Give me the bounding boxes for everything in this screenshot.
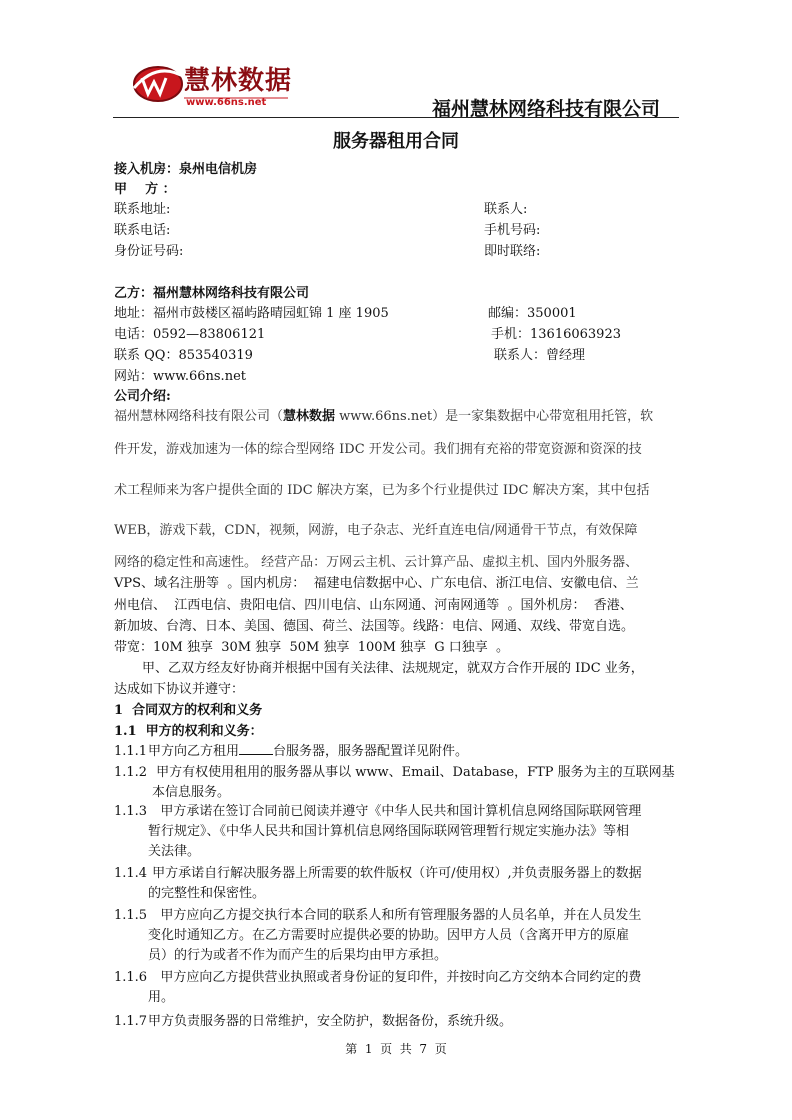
clause-text (148, 864, 684, 904)
clause-text (152, 763, 688, 803)
document-title: 服务器租用合同 (333, 131, 459, 152)
logo-url-text: www.66ns.net (186, 97, 267, 108)
clause-line: 甲方负责服务器的日常维护，安全防护，数据备份，系统升级。 (148, 1014, 513, 1029)
intro-line-1-a: 福州慧林网络科技有限公司（ (114, 409, 284, 424)
section-1-1-heading: 1.1 甲方的权利和义务： (114, 724, 263, 739)
blank-underline (239, 742, 273, 755)
party-b-website: 网站：www.66ns.net (114, 369, 246, 384)
party-a-id-label: 身份证号码: (114, 244, 184, 259)
clause-1-1-2 (114, 763, 684, 807)
clause-number: 1.1.2 (114, 765, 148, 780)
clause-line: 本信息服务。 (152, 785, 231, 800)
clause-line: 甲方承诺在签订合同前已阅读并遵守《中华人民共和国计算机信息网络国际联网管理 (148, 804, 642, 819)
party-b-qq: 联系 QQ：853540319 (114, 348, 253, 363)
party-b-address: 地址：福州市鼓楼区福屿路晴园虹锦 1 座 1905 (114, 306, 389, 321)
clause-1-1-3 (114, 802, 684, 864)
intro-line-6: VPS、域名注册等 。国内机房： 福建电信数据中心、广东电信、浙江电信、安徽电信、兰 (114, 576, 639, 591)
party-b-contact: 联系人：曾经理 (494, 348, 586, 363)
intro-line-3: 术工程师来为客户提供全面的 IDC 解决方案，已为多个行业提供过 IDC 解决方案，其中包括 (114, 483, 650, 498)
intro-line-1-b: www.66ns.net）是一家集数据中心带宽租用托管，软 (335, 409, 654, 424)
clause-number: 1.1.5 (114, 908, 148, 923)
party-b-heading (114, 284, 309, 304)
party-a-heading: 甲 方 ： (114, 182, 176, 197)
intro-brand: 慧林数据 (283, 409, 336, 424)
intro-line-2: 件开发，游戏加速为一体的综合型网络 IDC 开发公司。我们拥有充裕的带宽资源和资深的技 (114, 442, 642, 457)
intro-line-8: 新加坡、台湾、日本、美国、德国、荷兰、法国等。线路：电信、网通、双线、带宽自选。 (114, 619, 635, 634)
party-a-contact-label: 联系人: (484, 202, 528, 217)
party-b-postcode: 邮编：350001 (488, 306, 577, 321)
clause-1-1-6 (114, 968, 684, 1010)
clause-line: 用。 (148, 990, 175, 1005)
intro-line-1 (114, 407, 653, 427)
header-company-name: 福州慧林网络科技有限公司 (432, 98, 661, 120)
clause-line: 甲方应向乙方提供营业执照或者身份证的复印件，并按时向乙方交纳本合同约定的费 (148, 970, 642, 985)
clause-number: 1.1.6 (114, 970, 148, 985)
clause-text (148, 968, 684, 1008)
header-divider (113, 117, 679, 118)
party-b-heading-name: 福州慧林网络科技有限公司 (153, 286, 310, 301)
intro-line-7: 州电信、 江西电信、贵阳电信、四川电信、山东网通、河南网通等 。国外机房： 香港、 (114, 598, 633, 613)
clause-line: 甲方有权使用租用的服务器从事以 www、Email、Database，FTP 服务为主的互联网基 (152, 765, 675, 780)
party-b-heading-label: 乙方： (114, 286, 154, 301)
party-a-im-label: 即时联络: (484, 244, 541, 259)
clause-text (148, 1012, 684, 1032)
party-b-mobile: 手机：13616063923 (491, 327, 621, 342)
clause-number: 1.1.3 (114, 804, 148, 819)
clause-line: 关法律。 (148, 844, 201, 859)
intro-line-9: 带宽：10M 独享 30M 独享 50M 独享 100M 独享 G 口独享 。 (114, 640, 510, 655)
clause-1-1-7 (114, 1012, 684, 1032)
party-a-phone-label: 联系电话: (114, 223, 171, 238)
clause-text-a: 甲方向乙方租用 (148, 744, 240, 759)
clause-1-1-5 (114, 906, 684, 968)
clause-1-1-1 (114, 742, 684, 762)
intro-line-4: WEB，游戏下载，CDN，视频，网游，电子杂志、光纤直连电信/网通骨干节点，有效保障 (114, 523, 638, 538)
clause-number: 1.1.1 (114, 744, 148, 759)
logo-brand-text: 慧林数据 (184, 66, 293, 96)
clause-1-1-4 (114, 864, 684, 906)
party-b-phone: 电话：0592—83806121 (114, 327, 266, 342)
clause-number: 1.1.4 (114, 866, 148, 881)
clause-text (148, 906, 684, 966)
clause-text (148, 802, 684, 862)
clause-line: 甲方承诺自行解决服务器上所需要的软件版权（许可/使用权）,并负责服务器上的数据 (148, 866, 642, 881)
section-1-heading: 1 合同双方的权利和义务 (114, 703, 263, 718)
agreement-line-2: 达成如下协议并遵守： (114, 682, 245, 697)
party-a-mobile-label: 手机号码: (484, 223, 541, 238)
intro-heading: 公司介绍: (114, 389, 171, 404)
page-number-footer: 第 1 页 共 7 页 (345, 1042, 447, 1056)
clause-text-b: 台服务器，服务器配置详见附件。 (273, 744, 469, 759)
clause-line: 员）的行为或者不作为而产生的后果均由甲方承担。 (148, 948, 448, 963)
clause-line: 变化时通知乙方。在乙方需要时应提供必要的协助。因甲方人员（含离开甲方的原雇 (148, 928, 630, 943)
agreement-line-1: 甲、乙双方经友好协商并根据中国有关法律、法规规定，就双方合作开展的 IDC 业务， (142, 661, 644, 676)
clause-line: 的完整性和保密性。 (148, 886, 266, 901)
intro-line-5: 网络的稳定性和高速性。 经营产品：万网云主机、云计算产品、虚拟主机、国内外服务器、 (114, 555, 639, 570)
clause-line: 甲方应向乙方提交执行本合同的联系人和所有管理服务器的人员名单，并在人员发生 (148, 908, 642, 923)
clause-line: 暂行规定》、《中华人民共和国计算机信息网络国际联网管理暂行规定实施办法》等相 (148, 824, 630, 839)
clause-number: 1.1.7 (114, 1014, 148, 1029)
party-a-address-label: 联系地址: (114, 202, 171, 217)
datacenter-line: 接入机房：泉州电信机房 (114, 162, 258, 177)
clause-text (148, 742, 684, 762)
